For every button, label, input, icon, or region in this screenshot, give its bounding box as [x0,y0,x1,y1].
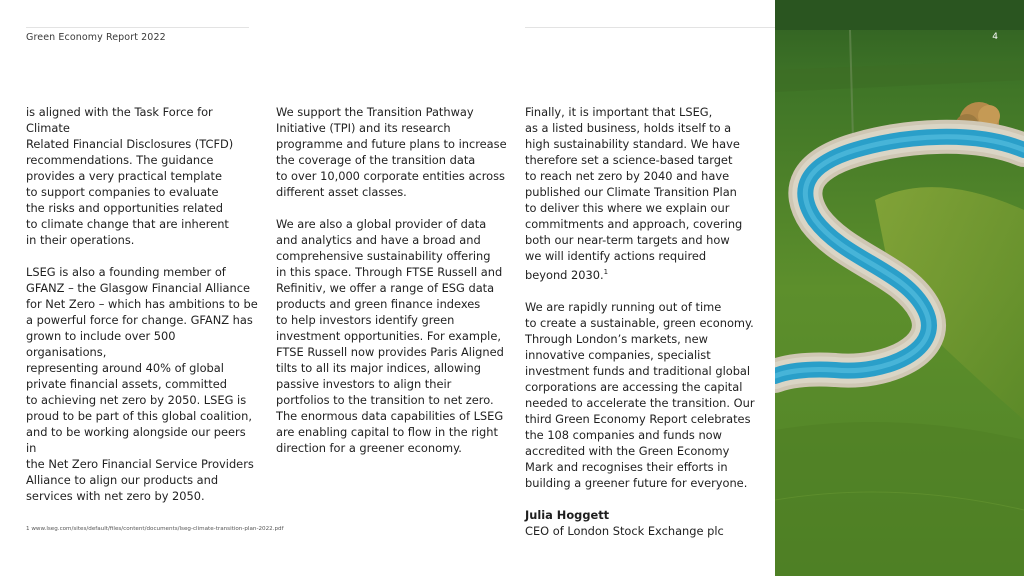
paragraph: We support the Transition Pathway Initiative (TPI) and its research programme and future plans to increase the coverage of the transition data to over 10,000 corporate entities across different asset classes. [276,105,507,199]
paragraph: We are rapidly running out of time to create a sustainable, green economy. Through London’s markets, new innovative companies, specialist investment funds and traditional global corporations are accessing the capital needed to accelerate the transition. Our third Green Economy Report celebrates the 108 companies and funds now accredited with the Green Economy Mark and recognises their efforts in building a greener future for everyone. [525,299,755,490]
report-title: Green Economy Report 2022 [26,32,166,43]
page-number: 4 [992,32,998,42]
aerial-river-photo [775,0,1024,576]
text-column-2 [276,104,508,472]
footnote-marker: 1 [603,268,609,276]
paragraph-text: Finally, it is important that LSEG, as a listed business, holds itself to a high sustainability standard. We have therefore set a science-based target to reach net zero by 2040 and have published our Climate Transition Plan to deliver this where we explain our commitments and approach, covering both our near-term targets and how we will identify actions required beyond 2030. [525,105,743,282]
paragraph: LSEG is also a founding member of GFANZ – the Glasgow Financial Alliance for Net Zero – which has ambitions to be a powerful force for change. GFANZ has grown to include over 500 organisations, representing around 40% of global private financial assets, committed to achieving net zero by 2050. LSEG is proud to be part of this global coalition, and to be working alongside our peers in the Net Zero Financial Service Providers Alliance to align our products and services with net zero by 2050. [26,265,258,503]
text-column-1 [26,104,258,520]
text-column-3 [525,104,765,539]
paragraph: is aligned with the Task Force for Climate Related Financial Disclosures (TCFD) recommendations. The guidance provides a very practical template to support companies to evaluate the risks and opportunities related to climate change that are inherent in their operations. [26,105,234,247]
signature-name: Julia Hoggett [525,507,610,522]
header-rule-right [525,27,775,28]
paragraph: We are also a global provider of data and analytics and have a broad and comprehensive sustainability offering in this space. Through FTSE Russell and Refinitiv, we offer a range of ESG data products and green finance indexes to help investors identify green investment opportunities. For example, FTSE Russell now provides Paris Aligned tilts to all its major indices, allowing passive investors to align their portfolios to the transition to net zero. The enormous data capabilities of LSEG are enabling capital to flow in the right direction for a greener economy. [276,217,504,455]
header-rule-left [26,27,249,28]
paragraph [525,104,765,283]
footnote: 1 www.lseg.com/sites/default/files/content/documents/lseg-climate-transition-plan-2022.pdf [26,526,284,532]
signature-title: CEO of London Stock Exchange plc [525,523,724,538]
signature-block [525,507,765,539]
